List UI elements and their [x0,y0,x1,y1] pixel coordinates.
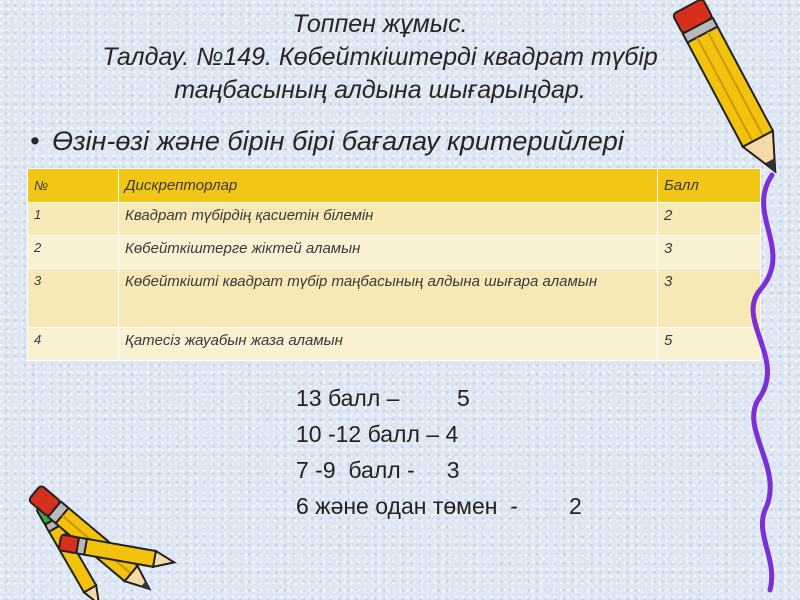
criteria-table [27,168,761,361]
row-descriptor: Қатесіз жауабын жаза аламын [119,328,658,361]
grading-scale [296,380,582,524]
row-descriptor: Квадрат түбірдің қасиетін білемін [119,203,658,236]
scale-line: 7 -9 балл - 3 [296,457,460,483]
row-descriptor: Көбейткішті квадрат түбір таңбасының алдына шығара аламын [119,269,658,328]
scale-line: 6 және одан төмен - 2 [296,493,582,519]
title-line-3: таңбасының алдына шығарыңдар. [174,76,586,104]
row-points: 3 [658,236,761,269]
table-row [28,236,761,269]
scale-line: 10 -12 балл – 4 [296,421,459,447]
title-line-1: Топпен жұмыс. [292,10,468,38]
row-number: 4 [28,328,119,361]
row-points: 5 [658,328,761,361]
criteria-heading-text: Өзін-өзі және бірін бірі бағалау критерийлері [52,126,624,156]
row-number: 2 [28,236,119,269]
header-number: № [28,169,119,203]
row-points: 3 [658,269,761,328]
slide-title [0,8,760,107]
table-row [28,203,761,236]
criteria-heading [30,126,770,157]
table-row [28,328,761,361]
row-points: 2 [658,203,761,236]
table-row [28,269,761,328]
pencil-icon [0,470,200,600]
bullet-point: • [30,126,40,156]
header-points: Балл [658,169,761,203]
pencil-icon [660,0,800,600]
squiggle-line [753,175,773,590]
row-number: 1 [28,203,119,236]
table-header-row [28,169,761,203]
row-number: 3 [28,269,119,328]
scale-line: 13 балл – 5 [296,385,470,411]
title-line-2: Талдау. №149. Көбейткіштерді квадрат түбір [102,43,658,71]
header-descriptors: Дискрепторлар [119,169,658,203]
row-descriptor: Көбейткіштерге жіктей аламын [119,236,658,269]
